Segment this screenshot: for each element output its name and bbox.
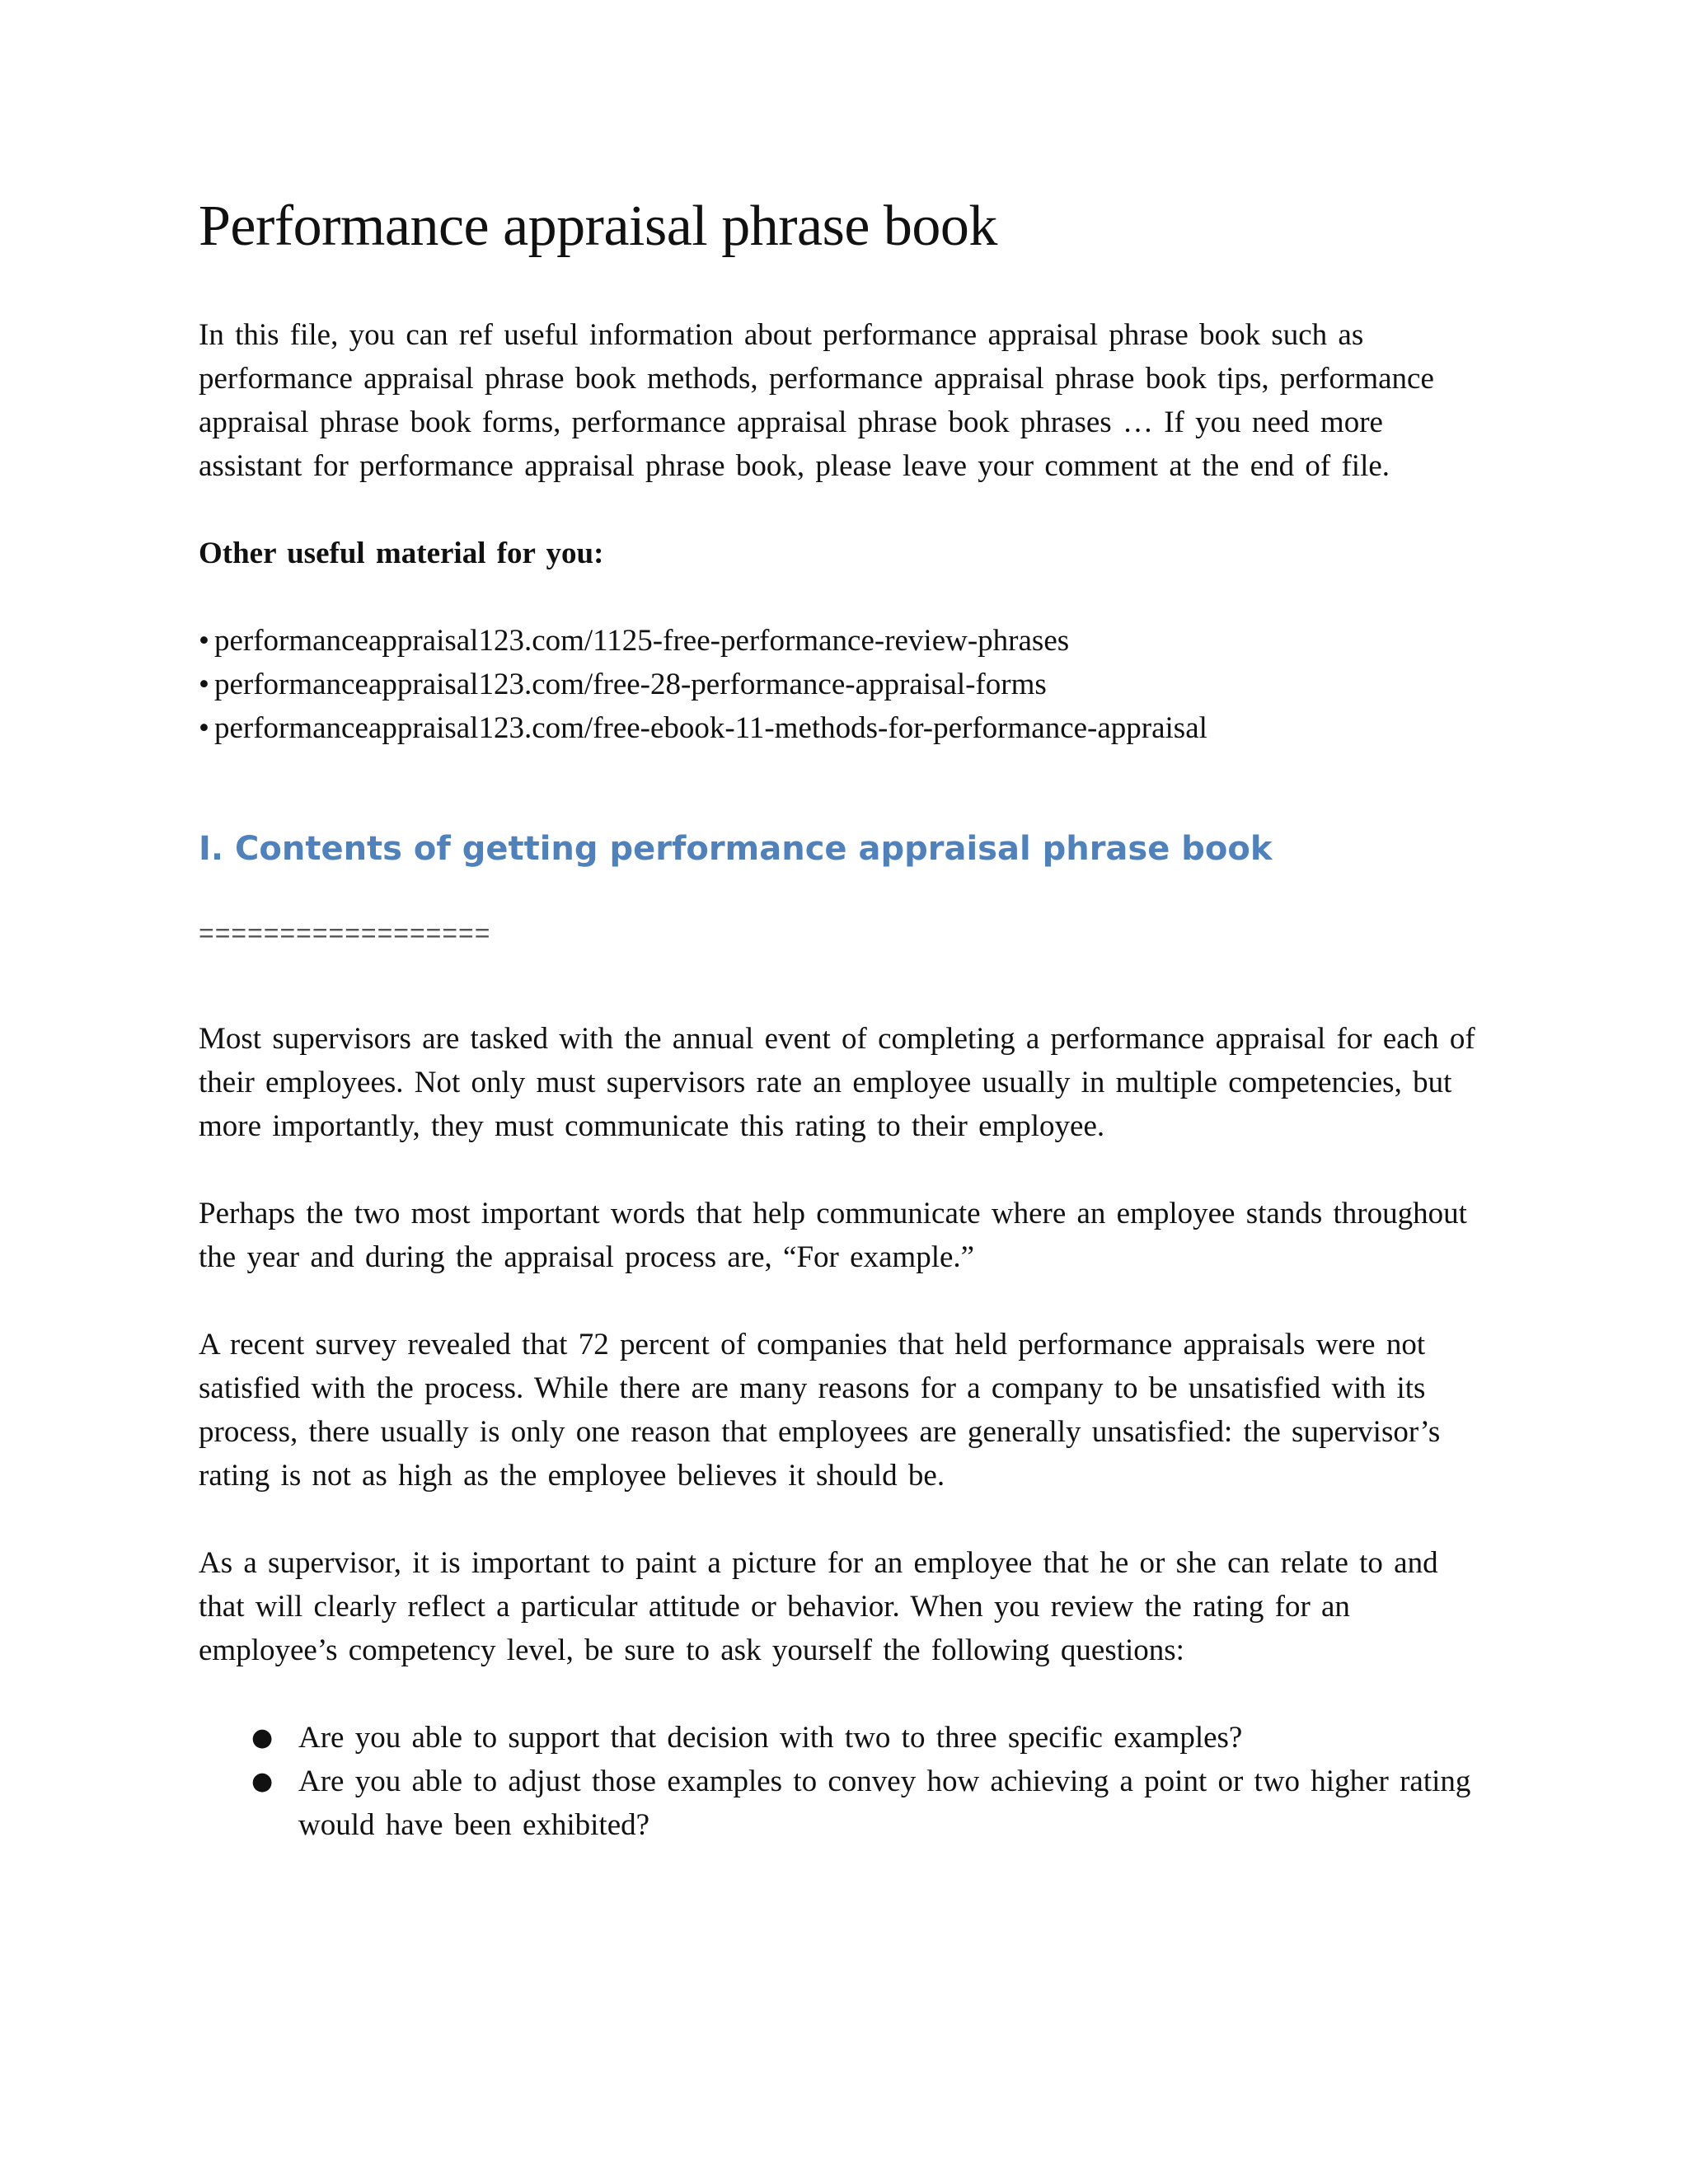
- useful-link-text[interactable]: performanceappraisal123.com/free-ebook-11-methods-for-performance-appraisal: [213, 711, 1207, 745]
- separator-line: ==================: [199, 918, 491, 948]
- question-text: Are you able to support that decision with two to three specific examples?: [298, 1721, 1243, 1755]
- body-paragraph: Most supervisors are tasked with the annual event of completing a performance appraisal for each of their employees. Not only must supervisors rate an employee usually in multiple competencies, but more importantly, they must communicate this rating to their employee.: [199, 1022, 1475, 1143]
- useful-link-item[interactable]: [199, 663, 1484, 706]
- section-heading: I. Contents of getting performance appraisal phrase book: [199, 830, 1273, 868]
- bullet-dot-icon: ●: [251, 1767, 274, 1796]
- bullet-icon: •: [199, 668, 209, 701]
- document-title: Performance appraisal phrase book: [199, 194, 997, 258]
- useful-link-text[interactable]: performanceappraisal123.com/1125-free-performance-review-phrases: [213, 624, 1070, 658]
- other-material-label: Other useful material for you:: [199, 537, 604, 570]
- question-item: [199, 1760, 1484, 1847]
- useful-link-item[interactable]: [199, 706, 1484, 750]
- body-paragraph: A recent survey revealed that 72 percent of companies that held performance appraisals were not satisfied with the process. While there are many reasons for a company to be unsatisfied with its process, there usually is only one reason that employees are generally unsatisfied: the supervisor’s rating is not as high as the employee believes it should be.: [199, 1328, 1441, 1493]
- document-content: [199, 190, 1484, 1847]
- body-paragraph: Perhaps the two most important words that help communicate where an employee stands throughout the year and during the appraisal process are, “For example.”: [199, 1197, 1467, 1274]
- useful-link-text[interactable]: performanceappraisal123.com/free-28-performance-appraisal-forms: [213, 668, 1047, 701]
- bullet-icon: •: [199, 624, 209, 658]
- intro-paragraph: In this file, you can ref useful information about performance appraisal phrase book such as performance appraisal phrase book methods, performance appraisal phrase book tips, performance appraisal phrase book forms, performance appraisal phrase book phrases … If you need more assistant for performance appraisal phrase book, please leave your comment at the end of file.: [199, 318, 1434, 483]
- question-text: Are you able to adjust those examples to convey how achieving a point or two higher rating would have been exhibited?: [298, 1765, 1471, 1842]
- question-item: [199, 1716, 1484, 1760]
- bullet-icon: •: [199, 711, 209, 745]
- useful-links-list: [199, 619, 1484, 750]
- bullet-dot-icon: ●: [251, 1723, 274, 1752]
- body-paragraph: As a supervisor, it is important to paint a picture for an employee that he or she can relate to and that will clearly reflect a particular attitude or behavior. When you review the rating for an employee’s competency level, be sure to ask yourself the following questions:: [199, 1546, 1438, 1667]
- questions-list: [199, 1716, 1484, 1847]
- useful-link-item[interactable]: [199, 619, 1484, 663]
